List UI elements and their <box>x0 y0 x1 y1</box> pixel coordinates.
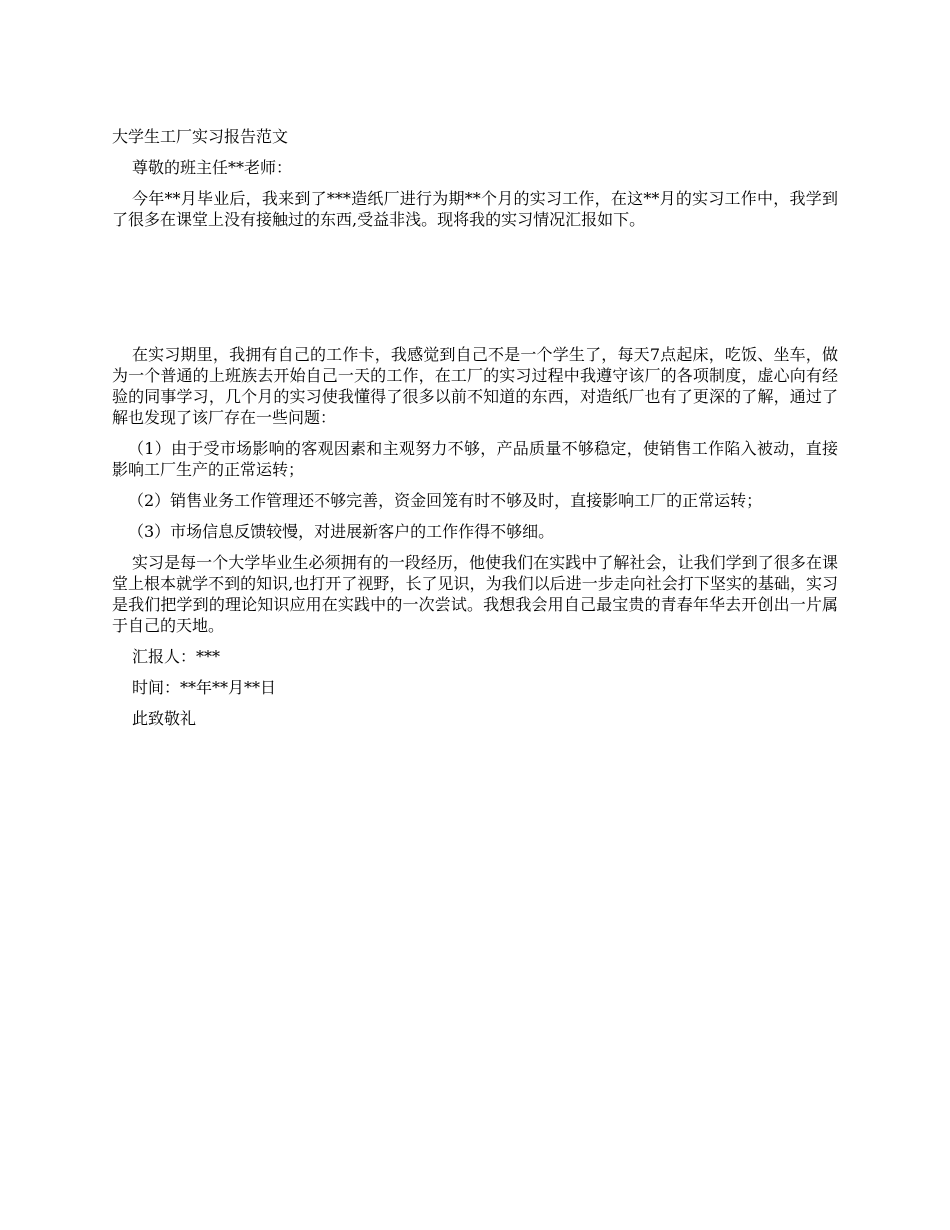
document-body <box>112 126 838 739</box>
reporter-line: 汇报人：*** <box>132 647 221 666</box>
intro-paragraph: 今年**月毕业后，我来到了***造纸厂进行为期**个月的实习工作，在这**月的实习工作中，我学到了很多在课堂上没有接触过的东西,受益非浅。现将我的实习情况汇报如下。 <box>112 189 838 229</box>
problem-item-1: （1）由于受市场影响的客观因素和主观努力不够，产品质量不够稳定，使销售工作陷入被动，直接影响工厂生产的正常运转； <box>112 439 838 479</box>
body-paragraph: 在实习期里，我拥有自己的工作卡，我感觉到自己不是一个学生了，每天7点起床，吃饭、坐车，做为一个普通的上班族去开始自己一天的工作，在工厂的实习过程中我遵守该厂的各项制度，虚心向有经验的同事学习，几个月的实习使我懂得了很多以前不知道的东西，对造纸厂也有了更深的了解，通过了解也发现了该厂存在一些问题： <box>112 345 838 427</box>
document-title: 大学生工厂实习报告范文 <box>112 127 289 146</box>
problem-item-2: （2）销售业务工作管理还不够完善，资金回笼有时不够及时，直接影响工厂的正常运转； <box>128 491 763 510</box>
problem-item-3: （3）市场信息反馈较慢，对进展新客户的工作作得不够细。 <box>128 522 555 541</box>
salutation: 尊敬的班主任**老师： <box>132 158 293 177</box>
closing-line: 此致敬礼 <box>132 709 197 728</box>
conclusion-paragraph: 实习是每一个大学毕业生必须拥有的一段经历，他使我们在实践中了解社会，让我们学到了很多在课堂上根本就学不到的知识,也打开了视野，长了见识，为我们以后进一步走向社会打下坚实的基础，实习是我们把学到的理论知识应用在实践中的一次尝试。我想我会用自己最宝贵的青春年华去开创出一片属于自己的天地。 <box>112 553 838 635</box>
date-line: 时间：**年**月**日 <box>132 678 277 697</box>
blank-space <box>112 240 838 344</box>
